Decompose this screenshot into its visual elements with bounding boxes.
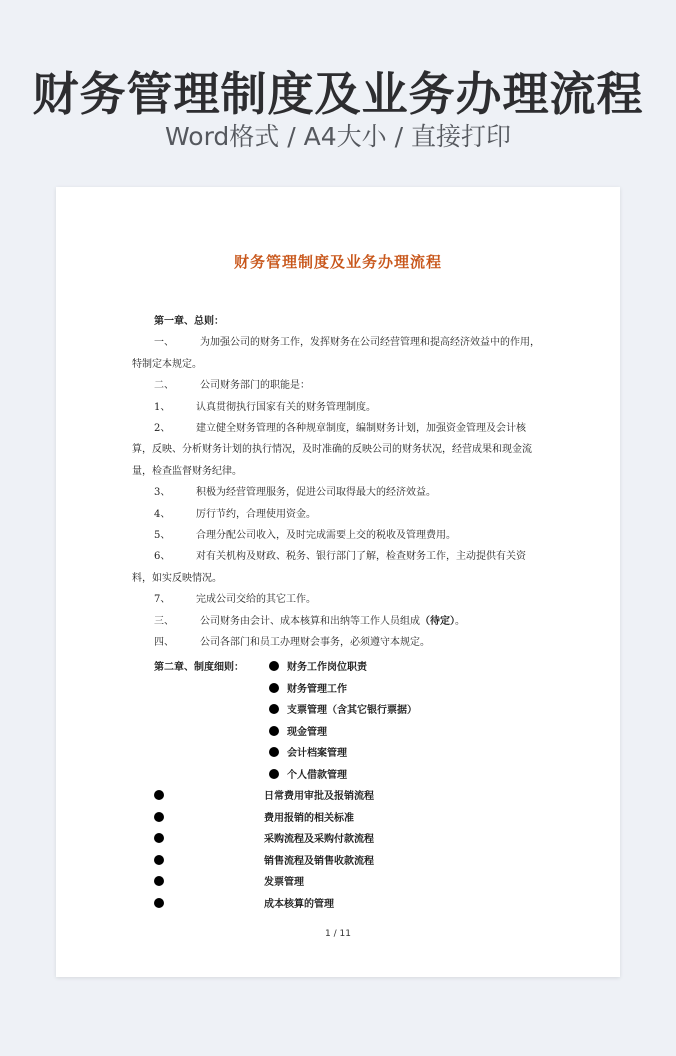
list-item [154, 894, 514, 916]
list-item-label: 销售流程及销售收款流程 [264, 855, 374, 867]
clause-2-text: 公司财务部门的职能是： [200, 380, 310, 392]
list-item-label: 现金管理 [287, 726, 327, 738]
list-item-label: 费用报销的相关标准 [264, 812, 354, 824]
list-item [154, 851, 514, 873]
banner-subtitle: Word格式 / A4大小 / 直接打印 [165, 122, 511, 151]
sub-item-3-text: 积极为经营管理服务，促进公司取得最大的经济效益。 [196, 487, 436, 499]
bullet-icon [154, 790, 164, 800]
sub-item-7 [132, 589, 544, 610]
clause-3-tail: 。 [455, 615, 465, 627]
list-item [269, 657, 417, 679]
bullet-icon [154, 833, 164, 843]
bullet-icon [269, 661, 279, 671]
clause-2 [132, 375, 544, 396]
list-item-label: 会计档案管理 [287, 748, 347, 759]
clause-3-number: 三、 [154, 615, 174, 627]
clause-3-text: 公司财务由会计、成本核算和出纳等工作人员组成 [200, 615, 420, 627]
bullet-icon [269, 704, 279, 714]
sub-item-5-text: 合理分配公司收入，及时完成需要上交的税收及管理费用。 [196, 530, 456, 542]
bullet-icon [269, 747, 279, 757]
sub-item-6-text: 对有关机构及财政、税务、银行部门了解，检查财务工作，主动提供有关资料，如实反映情况。 [132, 551, 526, 584]
sub-item-2-number: 2、 [154, 423, 171, 435]
clause-4-text: 公司各部门和员工办理财会事务，必须遵守本规定。 [200, 637, 430, 649]
bullet-icon [269, 769, 279, 779]
list-item [269, 743, 417, 765]
bullet-icon [154, 876, 164, 886]
chapter-2-heading: 第二章、制度细则： [154, 662, 244, 673]
sub-item-3-number: 3、 [154, 487, 171, 499]
list-item-label: 采购流程及采购付款流程 [264, 834, 374, 845]
sub-item-1 [132, 397, 544, 418]
sub-item-2-text: 建立健全财务管理的各种规章制度，编制财务计划，加强资金管理及会计核算，反映、分析财务计划的执行情况，及时准确的反映公司的财务状况，经营成果和现金流量，检查监督财务纪律。 [132, 423, 532, 477]
bullet-icon [269, 683, 279, 693]
list-item-label: 支票管理（含其它银行票据） [287, 705, 417, 716]
list-item [154, 786, 514, 808]
clause-2-number: 二、 [154, 380, 174, 392]
sub-item-2 [132, 418, 544, 482]
sub-item-5 [132, 525, 544, 546]
list-item [269, 722, 417, 744]
list-item-label: 日常费用审批及报销流程 [264, 791, 374, 802]
list-item [269, 765, 417, 787]
chapter-1-body [132, 311, 544, 654]
chapter-1-heading: 第一章、总则： [154, 316, 224, 327]
bullet-icon [154, 812, 164, 822]
list-item-label: 个人借款管理 [287, 769, 347, 781]
sub-item-3 [132, 482, 544, 503]
sub-item-5-number: 5、 [154, 530, 171, 542]
sub-item-1-number: 1、 [154, 401, 171, 413]
clause-1 [132, 332, 544, 375]
list-item [269, 679, 417, 701]
chapter-2-list [269, 657, 417, 786]
document-title: 财务管理制度及业务办理流程 [233, 253, 442, 271]
bullet-icon [154, 855, 164, 865]
list-item [154, 872, 514, 894]
page-number: 1 / 11 [325, 929, 351, 939]
clause-4-number: 四、 [154, 637, 174, 649]
sub-item-4-number: 4、 [154, 508, 171, 520]
sub-item-1-text: 认真贯彻执行国家有关的财务管理制度。 [196, 401, 376, 413]
sub-item-7-number: 7、 [154, 594, 171, 606]
list-item [154, 829, 514, 851]
list-item [154, 808, 514, 830]
clause-1-text: 为加强公司的财务工作，发挥财务在公司经营管理和提高经济效益中的作用，特制定本规定。 [132, 337, 540, 370]
sub-item-4 [132, 504, 544, 525]
sub-item-4-text: 厉行节约，合理使用资金。 [196, 508, 316, 520]
list-item [269, 700, 417, 722]
banner-title: 财务管理制度及业务办理流程 [32, 67, 644, 121]
list-item-label: 财务工作岗位职责 [287, 662, 367, 673]
sub-item-6 [132, 546, 544, 589]
bullet-icon [154, 898, 164, 908]
clause-3-pending: （待定） [420, 615, 455, 627]
sub-item-6-number: 6、 [154, 551, 171, 563]
clause-3 [132, 611, 544, 632]
clause-4 [132, 632, 544, 653]
document-page [56, 187, 620, 977]
bullet-icon [269, 726, 279, 736]
list-item-label: 发票管理 [264, 877, 304, 888]
clause-1-number: 一、 [154, 337, 174, 349]
list-item-label: 成本核算的管理 [264, 898, 334, 910]
process-list [154, 786, 514, 915]
list-item-label: 财务管理工作 [287, 683, 347, 695]
sub-item-7-text: 完成公司交给的其它工作。 [196, 594, 316, 606]
